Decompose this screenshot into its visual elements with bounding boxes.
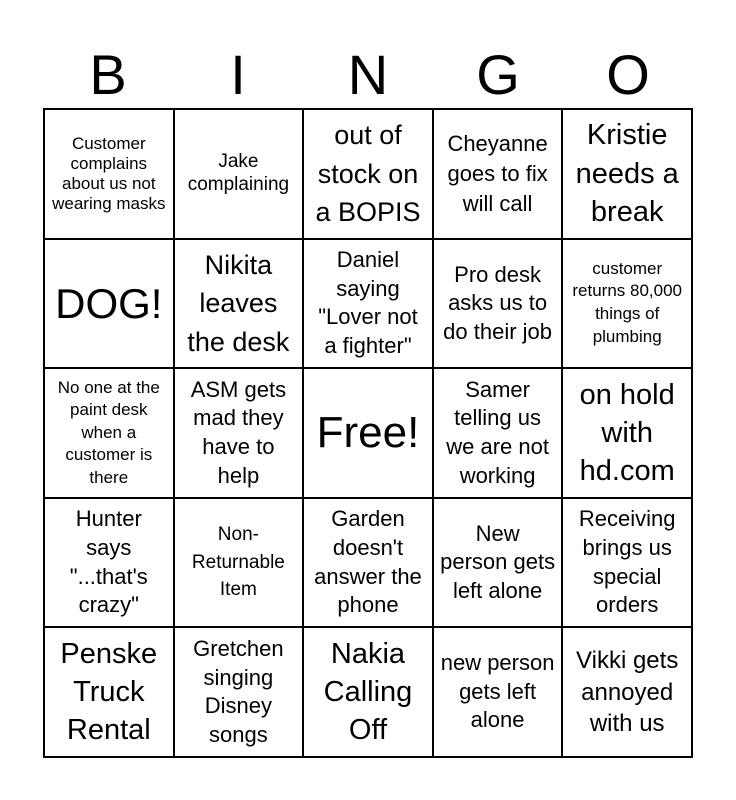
bingo-cell[interactable] [174,498,304,628]
cell-text: Vikki gets annoyed with us [576,647,679,737]
bingo-cell[interactable] [174,368,304,498]
cell-text: Gretchen singing Disney songs [193,636,284,747]
bingo-cell[interactable] [174,239,304,369]
cell-text: DOG! [55,279,163,327]
header-letter-g: G [476,43,520,106]
bingo-cell[interactable] [44,368,174,498]
bingo-cell[interactable] [562,109,692,239]
bingo-cell[interactable] [44,239,174,369]
cell-text: Hunter says "...that's crazy" [69,506,148,618]
header-letter-n: N [347,43,389,106]
bingo-cell[interactable] [303,498,433,628]
bingo-cell[interactable] [562,239,692,369]
header-letter-i: I [230,43,246,106]
bingo-cell[interactable] [303,239,433,369]
bingo-cell[interactable] [433,239,563,369]
bingo-header [43,42,693,108]
free-space-cell[interactable] [303,368,433,498]
cell-text: on hold with hd.com [579,378,675,488]
bingo-cell[interactable] [303,109,433,239]
bingo-cell[interactable] [433,109,563,239]
bingo-card-grid [43,108,693,758]
free-space-text: Free! [316,408,420,458]
bingo-cell[interactable] [562,627,692,757]
bingo-cell[interactable] [174,109,304,239]
bingo-cell[interactable] [433,627,563,757]
cell-text: Daniel saying "Lover not a fighter" [318,247,418,358]
cell-text: ASM gets mad they have to help [190,376,287,488]
cell-text: Jake complaining [187,151,290,195]
cell-text: Pro desk asks us to do their job [443,261,553,344]
bingo-cell[interactable] [44,498,174,628]
cell-text: No one at the paint desk when a customer is there [57,377,160,487]
cell-text: Non-Returnable Item [191,524,285,601]
cell-text: Nikita leaves the desk [187,249,290,357]
header-letter-b: B [89,43,127,106]
bingo-cell[interactable] [303,627,433,757]
cell-text: new person gets left alone [440,650,555,733]
cell-text: customer returns 80,000 things of plumbing [572,258,683,347]
cell-text: out of stock on a BOPIS [315,120,421,227]
bingo-cell[interactable] [44,627,174,757]
bingo-cell[interactable] [562,498,692,628]
bingo-cell[interactable] [433,498,563,628]
bingo-cell[interactable] [562,368,692,498]
cell-text: Samer telling us we are not working [446,376,549,488]
cell-text: Kristie needs a break [575,119,679,228]
cell-text: New person gets left alone [440,520,556,603]
bingo-cell[interactable] [433,368,563,498]
cell-text: Garden doesn't answer the phone [314,506,422,618]
cell-text: Penske Truck Rental [60,637,158,747]
cell-text: Customer complains about us not wearing masks [52,133,166,213]
cell-text: Cheyanne goes to fix will call [447,131,548,216]
header-letter-o: O [606,43,650,106]
cell-text: Receiving brings us special orders [578,506,676,618]
cell-text: Nakia Calling Off [323,637,413,747]
bingo-cell[interactable] [174,627,304,757]
bingo-cell[interactable] [44,109,174,239]
